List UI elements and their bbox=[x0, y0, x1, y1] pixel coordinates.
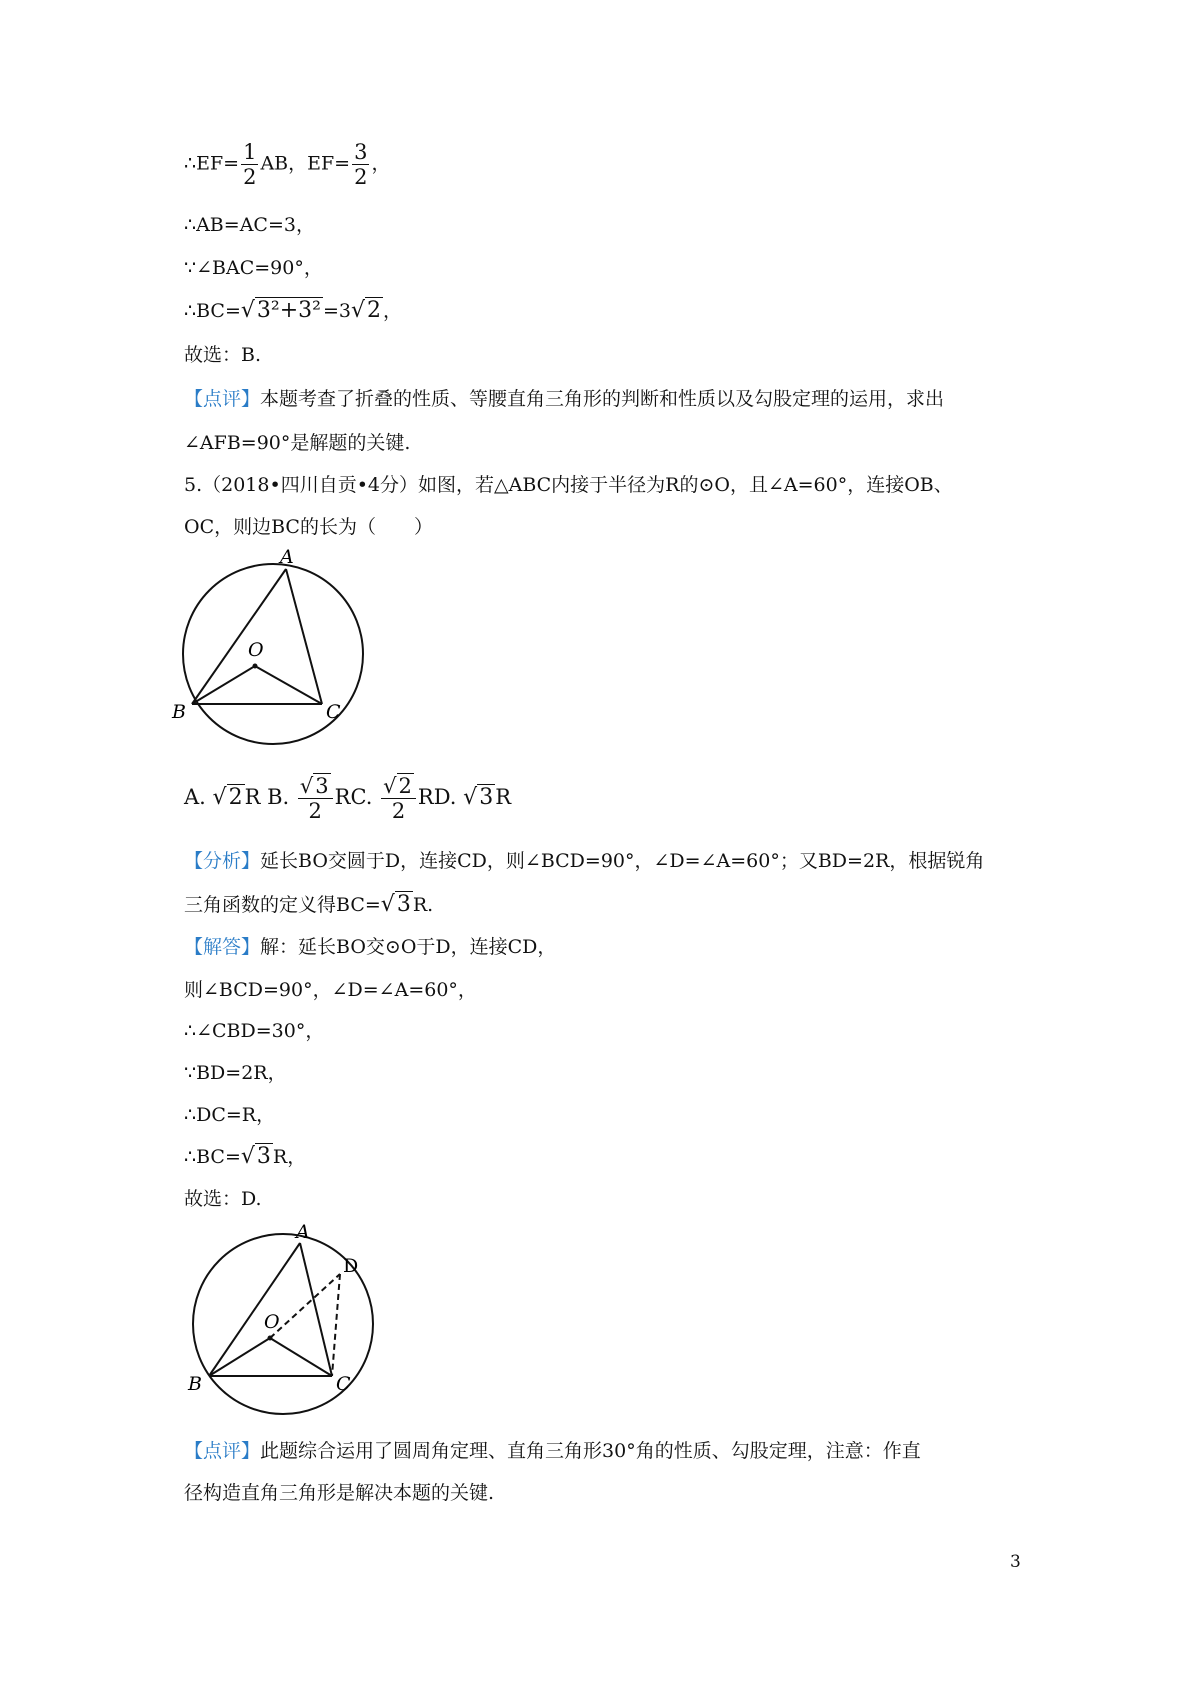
segment-ob bbox=[209, 1338, 270, 1376]
text: 解：延长BO交⊙O于D，连接CD， bbox=[260, 936, 557, 958]
solution-line: 则∠BCD=90°，∠D=∠A=60°， bbox=[184, 979, 477, 1001]
sqrt-expression: √3²+3² bbox=[240, 298, 321, 323]
option-c-fraction bbox=[381, 774, 416, 823]
segment-ab bbox=[209, 1243, 300, 1376]
label-b: B bbox=[188, 1373, 202, 1395]
text-line: ∠AFB=90°是解题的关键. bbox=[184, 432, 411, 454]
option-d-r: R bbox=[495, 785, 511, 809]
solution-line: ∵BD=2R， bbox=[184, 1062, 287, 1084]
solution-line: ∴∠CBD=30°， bbox=[184, 1020, 325, 1042]
comment-tag: 【点评】 bbox=[184, 388, 261, 410]
label-d: D bbox=[343, 1255, 359, 1277]
question-line: 5.（2018•四川自贡•4分）如图，若△ABC内接于半径为R的⊙O，且∠A=60°，连接OB、 bbox=[184, 474, 953, 496]
sqrt-expression: √2 bbox=[351, 298, 382, 323]
text: ∴EF= bbox=[184, 152, 240, 175]
comment-tag: 【点评】 bbox=[184, 1440, 261, 1462]
comment-line bbox=[184, 1436, 921, 1466]
segment-dc-dashed bbox=[332, 1274, 340, 1376]
denominator: 2 bbox=[354, 165, 368, 189]
text: ∴BC= bbox=[184, 300, 241, 322]
text: 本题考查了折叠的性质、等腰直角三角形的判断和性质以及勾股定理的运用，求出 bbox=[260, 388, 945, 410]
center-point bbox=[253, 664, 258, 669]
text-line: ∴AB=AC=3， bbox=[184, 214, 315, 236]
text: =3 bbox=[322, 300, 351, 322]
circle-figure-1 bbox=[170, 548, 370, 748]
sqrt-expression: √3 bbox=[380, 892, 411, 917]
label-a: A bbox=[296, 1221, 310, 1243]
fraction bbox=[352, 140, 369, 189]
option-d-label: D. bbox=[433, 785, 457, 809]
radicand: 2 bbox=[228, 785, 243, 810]
label-c: C bbox=[336, 1373, 351, 1395]
segment-oc bbox=[270, 1338, 332, 1376]
text: 此题综合运用了圆周角定理、直角三角形30°角的性质、勾股定理，注意：作直 bbox=[260, 1440, 921, 1462]
solution-line bbox=[184, 1142, 306, 1172]
label-a: A bbox=[280, 548, 294, 568]
circle-figure-2 bbox=[178, 1218, 388, 1418]
center-point bbox=[268, 1336, 273, 1341]
solution-line: ∴DC=R， bbox=[184, 1104, 276, 1126]
analysis-line bbox=[184, 890, 433, 920]
option-a-sqrt: √2 bbox=[212, 785, 243, 810]
text: R， bbox=[272, 1146, 307, 1168]
numerator: 3 bbox=[354, 140, 368, 164]
option-c-r: R bbox=[417, 785, 434, 809]
label-o: O bbox=[264, 1311, 280, 1333]
option-b-r: R bbox=[334, 785, 351, 809]
radicand: 3 bbox=[396, 892, 411, 917]
text: ， bbox=[383, 300, 403, 322]
options-line bbox=[184, 774, 511, 823]
text-line bbox=[184, 296, 402, 326]
option-d-sqrt: √3 bbox=[463, 785, 494, 810]
comment-line bbox=[184, 384, 944, 414]
segment-ac bbox=[286, 569, 322, 704]
segment-ac bbox=[300, 1243, 332, 1376]
numerator: √3 bbox=[298, 774, 333, 799]
segment-ob bbox=[192, 666, 255, 704]
text: 三角函数的定义得BC= bbox=[184, 894, 381, 916]
option-a-label: A. bbox=[184, 785, 206, 809]
segment-od-dashed bbox=[270, 1274, 340, 1338]
numerator: 1 bbox=[243, 140, 257, 164]
solution-tag: 【解答】 bbox=[184, 936, 261, 958]
text-line: 故选：B. bbox=[184, 344, 262, 366]
text: ∴BC= bbox=[184, 1146, 241, 1168]
option-b-fraction bbox=[298, 774, 333, 823]
radicand: 3²+3² bbox=[256, 298, 321, 323]
radicand: 3 bbox=[315, 774, 329, 798]
label-b: B bbox=[172, 701, 186, 723]
text: R. bbox=[412, 894, 434, 916]
comment-line: 径构造直角三角形是解决本题的关键. bbox=[184, 1482, 495, 1504]
denominator: 2 bbox=[243, 165, 257, 189]
question-line: OC，则边BC的长为（ ） bbox=[184, 516, 433, 538]
label-o: O bbox=[248, 639, 264, 661]
sqrt-expression: √3 bbox=[240, 1144, 271, 1169]
denominator: 2 bbox=[308, 799, 322, 823]
text-line: ∵∠BAC=90°， bbox=[184, 257, 323, 279]
solution-line bbox=[184, 932, 556, 962]
page-number: 3 bbox=[1010, 1552, 1021, 1572]
denominator: 2 bbox=[391, 799, 406, 823]
analysis-line bbox=[184, 846, 984, 876]
text-line bbox=[184, 140, 391, 189]
numerator: √2 bbox=[381, 774, 416, 799]
option-a-r: R bbox=[244, 785, 261, 809]
fraction bbox=[241, 140, 258, 189]
segment-oc bbox=[255, 666, 322, 704]
label-c: C bbox=[326, 701, 341, 723]
solution-line: 故选：D. bbox=[184, 1188, 262, 1210]
analysis-tag: 【分析】 bbox=[184, 850, 261, 872]
radicand: 2 bbox=[367, 298, 382, 323]
radicand: 2 bbox=[398, 774, 412, 798]
text: ， bbox=[371, 152, 391, 175]
option-c-label: C. bbox=[350, 785, 373, 809]
radicand: 3 bbox=[256, 1144, 271, 1169]
segment-ab bbox=[192, 569, 286, 704]
radicand: 3 bbox=[479, 785, 494, 810]
text: AB，EF= bbox=[260, 152, 351, 175]
text: 延长BO交圆于D，连接CD，则∠BCD=90°，∠D=∠A=60°；又BD=2R，根据锐角 bbox=[260, 850, 985, 872]
option-b-label: B. bbox=[267, 785, 290, 809]
